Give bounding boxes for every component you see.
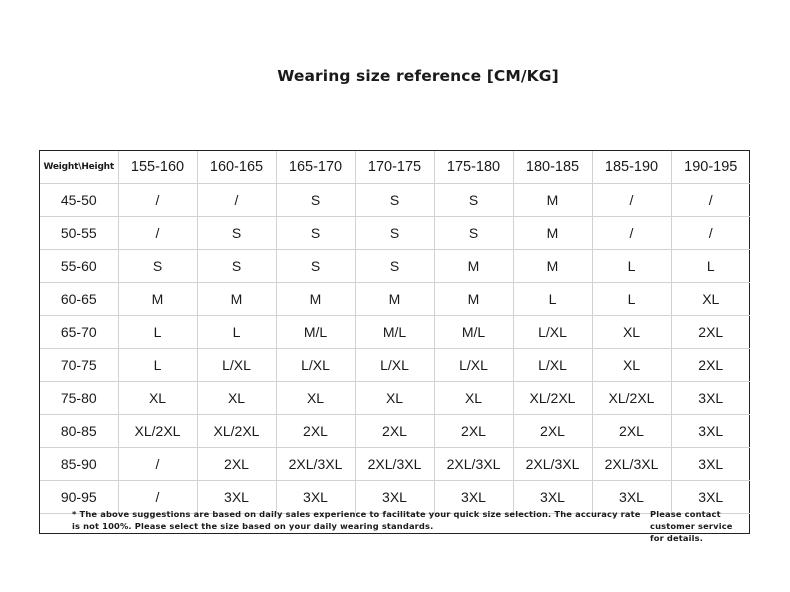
size-cell: XL bbox=[592, 349, 671, 382]
size-cell: S bbox=[118, 250, 197, 283]
height-header: 160-165 bbox=[197, 151, 276, 184]
size-cell: 2XL/3XL bbox=[513, 448, 592, 481]
size-cell: / bbox=[118, 184, 197, 217]
size-cell: XL bbox=[592, 316, 671, 349]
size-cell: S bbox=[276, 250, 355, 283]
size-cell: 2XL/3XL bbox=[434, 448, 513, 481]
size-cell: S bbox=[434, 217, 513, 250]
table-row bbox=[40, 415, 750, 448]
height-header: 175-180 bbox=[434, 151, 513, 184]
size-cell: M bbox=[434, 283, 513, 316]
size-cell: L bbox=[513, 283, 592, 316]
table-row bbox=[40, 217, 750, 250]
table-row bbox=[40, 316, 750, 349]
weight-label: 45-50 bbox=[40, 184, 118, 217]
size-cell: 3XL bbox=[513, 481, 592, 514]
size-cell: 2XL/3XL bbox=[355, 448, 434, 481]
size-cell: L/XL bbox=[513, 349, 592, 382]
height-header: 165-170 bbox=[276, 151, 355, 184]
size-cell: L/XL bbox=[276, 349, 355, 382]
table-row bbox=[40, 349, 750, 382]
size-cell: M bbox=[513, 250, 592, 283]
disclaimer-note: * The above suggestions are based on daily sales experience to facilitate your quick size selection. The accuracy rate is not 100%. Please select the size based on your daily wearing standards. bbox=[72, 509, 641, 531]
size-cell: M bbox=[434, 250, 513, 283]
height-header: 185-190 bbox=[592, 151, 671, 184]
table-row bbox=[40, 382, 750, 415]
size-cell: S bbox=[197, 250, 276, 283]
size-cell: M bbox=[118, 283, 197, 316]
size-cell: M bbox=[513, 217, 592, 250]
size-cell: L/XL bbox=[513, 316, 592, 349]
height-header: 155-160 bbox=[118, 151, 197, 184]
size-cell: 2XL bbox=[355, 415, 434, 448]
size-cell: XL bbox=[671, 283, 750, 316]
size-cell: 3XL bbox=[197, 481, 276, 514]
size-cell: 3XL bbox=[671, 382, 750, 415]
weight-label: 50-55 bbox=[40, 217, 118, 250]
size-cell: L bbox=[118, 316, 197, 349]
size-cell: XL bbox=[197, 382, 276, 415]
table-row bbox=[40, 283, 750, 316]
size-cell: 2XL bbox=[513, 415, 592, 448]
size-cell: S bbox=[197, 217, 276, 250]
page-title: Wearing size reference [CM/KG] bbox=[277, 67, 559, 85]
size-cell: / bbox=[671, 217, 750, 250]
size-cell: XL bbox=[434, 382, 513, 415]
size-cell: / bbox=[671, 184, 750, 217]
size-cell: 3XL bbox=[592, 481, 671, 514]
size-cell: / bbox=[592, 184, 671, 217]
size-cell: 2XL bbox=[434, 415, 513, 448]
size-cell: 2XL bbox=[197, 448, 276, 481]
size-cell: / bbox=[592, 217, 671, 250]
size-cell: S bbox=[434, 184, 513, 217]
size-cell: S bbox=[355, 217, 434, 250]
weight-label: 60-65 bbox=[40, 283, 118, 316]
size-cell: / bbox=[118, 448, 197, 481]
size-cell: M/L bbox=[276, 316, 355, 349]
weight-label: 90-95 bbox=[40, 481, 118, 514]
size-cell: 3XL bbox=[671, 415, 750, 448]
size-cell: M bbox=[513, 184, 592, 217]
size-cell: / bbox=[118, 217, 197, 250]
weight-label: 65-70 bbox=[40, 316, 118, 349]
height-header: 180-185 bbox=[513, 151, 592, 184]
size-cell: 2XL bbox=[592, 415, 671, 448]
size-cell: L/XL bbox=[197, 349, 276, 382]
header-row bbox=[40, 151, 750, 184]
height-header: 190-195 bbox=[671, 151, 750, 184]
size-cell: S bbox=[355, 184, 434, 217]
corner-header: Weight\Height bbox=[40, 151, 118, 184]
size-cell: 2XL bbox=[671, 349, 750, 382]
size-cell: 2XL bbox=[671, 316, 750, 349]
size-cell: M/L bbox=[434, 316, 513, 349]
size-cell: XL bbox=[276, 382, 355, 415]
weight-label: 75-80 bbox=[40, 382, 118, 415]
height-header: 170-175 bbox=[355, 151, 434, 184]
size-cell: M/L bbox=[355, 316, 434, 349]
size-cell: 3XL bbox=[671, 481, 750, 514]
size-cell: / bbox=[197, 184, 276, 217]
size-cell: M bbox=[276, 283, 355, 316]
weight-label: 70-75 bbox=[40, 349, 118, 382]
size-cell: 3XL bbox=[276, 481, 355, 514]
size-cell: S bbox=[355, 250, 434, 283]
weight-label: 80-85 bbox=[40, 415, 118, 448]
size-cell: 3XL bbox=[671, 448, 750, 481]
weight-label: 55-60 bbox=[40, 250, 118, 283]
size-cell: XL/2XL bbox=[197, 415, 276, 448]
size-cell: L bbox=[592, 250, 671, 283]
size-cell: 2XL bbox=[276, 415, 355, 448]
size-cell: 2XL/3XL bbox=[592, 448, 671, 481]
size-cell: 3XL bbox=[355, 481, 434, 514]
size-cell: S bbox=[276, 184, 355, 217]
size-cell: M bbox=[355, 283, 434, 316]
table-row bbox=[40, 448, 750, 481]
size-cell: XL bbox=[355, 382, 434, 415]
size-cell: L bbox=[671, 250, 750, 283]
size-cell: XL bbox=[118, 382, 197, 415]
size-cell: L/XL bbox=[434, 349, 513, 382]
table-row bbox=[40, 184, 750, 217]
size-cell: L bbox=[592, 283, 671, 316]
table-row bbox=[40, 250, 750, 283]
size-cell: XL/2XL bbox=[118, 415, 197, 448]
size-cell: L/XL bbox=[355, 349, 434, 382]
size-cell: / bbox=[118, 481, 197, 514]
weight-label: 85-90 bbox=[40, 448, 118, 481]
size-cell: XL/2XL bbox=[513, 382, 592, 415]
size-chart bbox=[39, 150, 750, 543]
size-cell: L bbox=[197, 316, 276, 349]
size-cell: S bbox=[276, 217, 355, 250]
contact-note: Please contact customer service for details. bbox=[650, 509, 733, 543]
size-cell: M bbox=[197, 283, 276, 316]
size-cell: 3XL bbox=[434, 481, 513, 514]
size-cell: L bbox=[118, 349, 197, 382]
size-cell: XL/2XL bbox=[592, 382, 671, 415]
size-cell: 2XL/3XL bbox=[276, 448, 355, 481]
size-table bbox=[40, 151, 750, 514]
